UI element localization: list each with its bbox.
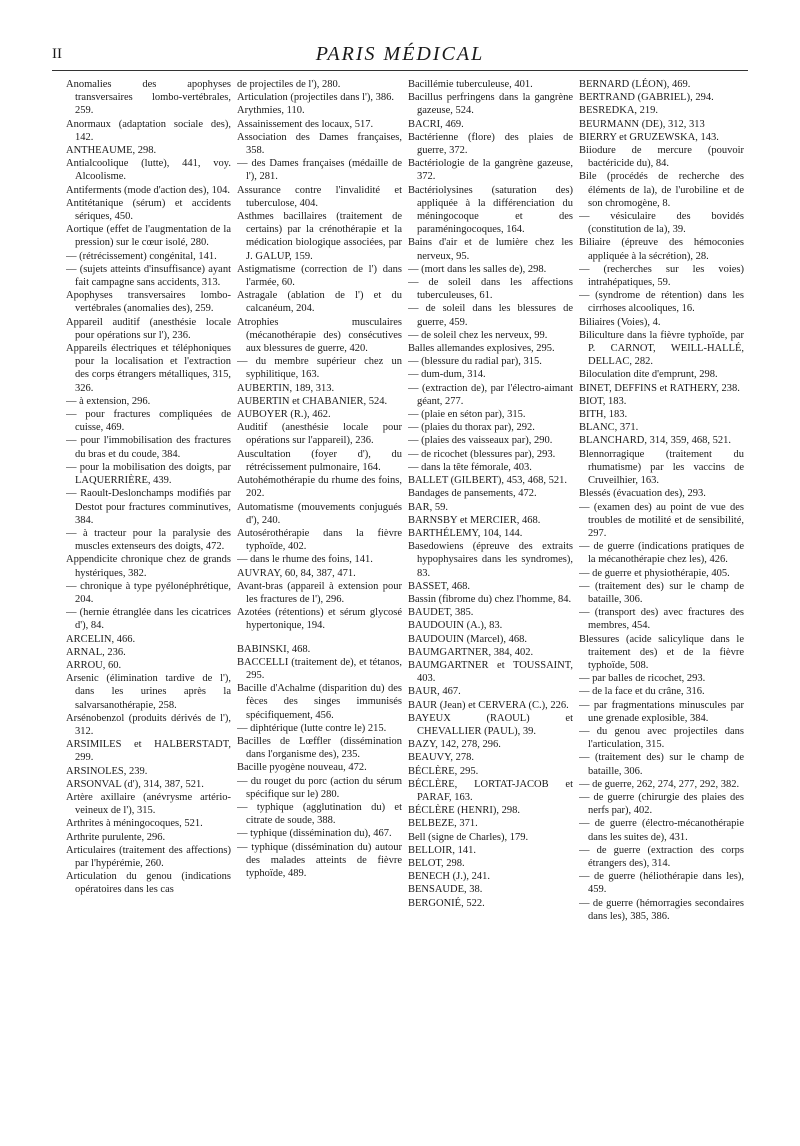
index-entry: BARNSBY et MERCIER, 468.: [408, 514, 541, 526]
index-entry: Assainissement des locaux, 517.: [237, 118, 374, 130]
index-entry: BERGONIÉ, 522.: [408, 897, 485, 909]
index-entry: Auditif (anesthésie locale pour opérations sur l'appareil), 236.: [237, 422, 402, 447]
index-entry: Arsénobenzol (produits dérivés de l'), 312.: [66, 712, 231, 737]
index-entry: BÉCLÈRE, 295.: [408, 765, 479, 777]
index-entry: BELLOIR, 141.: [408, 844, 476, 856]
index-entry: BITH, 183.: [579, 409, 628, 421]
index-entry: — (mort dans les salles de), 298.: [408, 263, 547, 275]
index-entry: ARSIMILES et HALBERSTADT, 299.: [66, 739, 231, 764]
index-entry: BLANC, 371.: [579, 422, 639, 434]
index-entry: Arsenic (élimination tardive de l'), dans les urines après la salvarsanothérapie, 258.: [66, 673, 231, 711]
index-entry: BESREDKA, 219.: [579, 105, 659, 117]
index-columns: [66, 78, 746, 1128]
index-entry: — par fragmentations minuscules par une grenade explosible, 384.: [579, 699, 744, 724]
index-entry: — du genou avec projectiles dans l'articulation, 315.: [579, 725, 744, 751]
index-entry: — (extraction de), par l'électro-aimant géant, 277.: [408, 382, 573, 407]
index-entry: AUBERTIN et CHABANIER, 524.: [237, 395, 388, 407]
index-entry: Basedowiens (épreuve des extraits hypophysaires dans les syndromes), 83.: [408, 541, 573, 579]
index-entry: — (examen des) au point de vue des troubles de motilité et de sensibilité, 297.: [579, 501, 744, 539]
index-entry: BEURMANN (DE), 312, 313: [579, 118, 705, 130]
index-entry: — typhique (agglutination du) et citrate de soude, 388.: [237, 801, 402, 827]
index-entry: Bandages de pansements, 472.: [408, 488, 537, 500]
index-entry: — pour l'immobilisation des fractures du bras et du coude, 384.: [66, 435, 231, 460]
index-entry: BIERRY et GRUZEWSKA, 143.: [579, 131, 719, 143]
index-entry: BACRI, 469.: [408, 118, 464, 130]
index-entry: Antiferments (mode d'action des), 104.: [66, 184, 231, 196]
index-entry: Bacilles de Lœffler (dissémination dans l'organisme des), 235.: [237, 735, 402, 761]
index-entry: Anomalies des apophyses transversaires lombo-vertébrales, 259.: [66, 79, 231, 117]
index-entry: — (plaie en séton par), 315.: [408, 409, 526, 421]
index-entry: AUBOYER (R.), 462.: [237, 409, 331, 421]
index-entry: — (syndrome de rétention) dans les cirrhoses alcooliques, 16.: [579, 290, 744, 315]
index-column-4: [579, 78, 744, 1128]
index-column-3: [408, 78, 573, 1128]
index-entry: BENECH (J.), 241.: [408, 871, 490, 883]
index-entry: — de guerre (héliothérapie dans les), 459.: [579, 871, 744, 896]
index-entry: BASSET, 468.: [408, 580, 470, 592]
index-entry: Atrophies musculaires (mécanothérapie des) consécutives aux blessures de guerre, 420.: [237, 316, 402, 355]
index-entry: — Raoult-Deslonchamps modifiés par Destot pour fractures comminutives, 384.: [66, 488, 231, 526]
index-entry: Biiodure de mercure (pouvoir bactéricide du), 84.: [579, 145, 744, 170]
index-entry: Antitétanique (sérum) et accidents sériques, 450.: [66, 197, 231, 223]
index-entry: Blessures (acide salicylique dans le traitement des) et de la fièvre typhoïde, 508.: [579, 633, 744, 671]
index-entry: Asthmes bacillaires (traitement de certains) par la crénothérapie et la médication biologique associées, par J. GALUP, 159.: [237, 211, 402, 262]
index-entry: BAUMGARTNER, 384, 402.: [408, 646, 534, 658]
index-entry: BAUR (Jean) et CERVERA (C.), 226.: [408, 699, 569, 711]
index-entry: — de soleil chez les nerveux, 99.: [408, 329, 548, 341]
index-entry: Association des Dames françaises, 358.: [237, 131, 402, 157]
index-entry: BINET, DEFFINS et RATHERY, 238.: [579, 382, 740, 394]
index-entry: — de guerre (extraction des corps étrangers des), 314.: [579, 844, 744, 869]
index-entry: — de soleil dans les affections tuberculeuses, 61.: [408, 277, 573, 302]
index-entry: — (blessure du radial par), 315.: [408, 356, 542, 368]
index-entry: ARNAL, 236.: [66, 646, 126, 658]
index-entry: — (rétrécissement) congénital, 141.: [66, 250, 217, 262]
index-entry: — (plaies du thorax par), 292.: [408, 422, 535, 434]
index-entry: ARCELIN, 466.: [66, 633, 136, 645]
index-entry: Assurance contre l'invalidité et tuberculose, 404.: [237, 184, 402, 209]
index-entry: Autosérothérapie dans la fièvre typhoïde, 402.: [237, 527, 402, 553]
index-entry: BENSAUDE, 38.: [408, 884, 483, 896]
index-entry: — de guerre et physiothérapie, 405.: [579, 567, 730, 579]
index-entry: Articulation du genou (indications opératoires dans les cas: [66, 871, 231, 896]
index-entry: Appareils électriques et téléphoniques pour la localisation et l'extraction des corps étrangers métalliques, 315, 326.: [66, 343, 231, 394]
index-entry: Biliculture dans la fièvre typhoïde, par P. CARNOT, WEILL-HALLÉ, DELLAC, 282.: [579, 329, 744, 368]
index-entry: BAYEUX (RAOUL) et CHEVALLIER (PAUL), 39.: [408, 712, 573, 737]
index-entry: — (traitement des) sur le champ de bataille, 306.: [579, 752, 744, 777]
index-entry: Bile (procédés de recherche des éléments de la), de l'urobiline et de son chromogène, 8.: [579, 171, 744, 209]
index-entry: BAUMGARTNER et TOUSSAINT, 403.: [408, 659, 573, 685]
index-entry: — de guerre (indications pratiques de la mécanothérapie chez les), 426.: [579, 541, 744, 566]
index-entry: Bacille d'Achalme (disparition du) des fèces des singes immunisés spécifiquement, 456.: [237, 683, 402, 721]
index-entry: Blessés (évacuation des), 293.: [579, 488, 706, 500]
index-entry: — de ricochet (blessures par), 293.: [408, 448, 556, 460]
index-entry: BALLET (GILBERT), 453, 468, 521.: [408, 475, 567, 487]
index-entry: — pour fractures compliquées de cuisse, 469.: [66, 409, 231, 434]
index-entry: — de guerre (chirurgie des plaies des nerfs par), 402.: [579, 791, 744, 817]
index-entry: BERTRAND (GABRIEL), 294.: [579, 92, 714, 104]
index-entry: Bactériolysines (saturation des) appliquée à la différenciation du méningocoque et des paraméningocoques, 164.: [408, 184, 573, 236]
index-entry: BELBEZE, 371.: [408, 818, 478, 830]
index-entry: BAR, 59.: [408, 501, 448, 513]
index-entry: Biliaire (épreuve des hémoconies appliquée à la sécrétion), 28.: [579, 237, 744, 262]
index-entry: BARTHÉLEMY, 104, 144.: [408, 527, 523, 539]
index-entry: Bains d'air et de lumière chez les nerveux, 95.: [408, 237, 573, 262]
index-entry: — de guerre (électro-mécanothérapie dans les suites de), 431.: [579, 818, 744, 843]
index-entry: — du membre supérieur chez un syphilitique, 163.: [237, 356, 402, 381]
index-column-1: [66, 78, 231, 1128]
index-column-2: [237, 78, 402, 1128]
index-entry: — (hernie étranglée dans les cicatrices d'), 84.: [66, 607, 231, 632]
index-entry: — dum-dum, 314.: [408, 369, 486, 381]
index-entry: Astigmatisme (correction de l') dans l'armée, 60.: [237, 263, 402, 289]
index-entry: Biloculation dite d'emprunt, 298.: [579, 369, 718, 381]
index-entry: Bacillémie tuberculeuse, 401.: [408, 79, 533, 90]
header-rule: [52, 70, 748, 71]
running-title: PARIS MÉDICAL: [315, 43, 485, 65]
page-number: II: [52, 46, 62, 62]
index-entry: BEAUVY, 278.: [408, 752, 475, 764]
index-entry: BIOT, 183.: [579, 395, 627, 407]
index-entry: — typhique (dissémination du), 467.: [237, 828, 392, 840]
index-entry: Bactérienne (flore) des plaies de guerre, 372.: [408, 131, 573, 157]
index-entry: — de soleil dans les blessures de guerre, 459.: [408, 303, 573, 328]
index-entry: Artère axillaire (anévrysme artério-veineux de l'), 315.: [66, 791, 231, 817]
index-entry: Antialcoolique (lutte), 441, voy. Alcoolisme.: [66, 158, 231, 183]
index-entry: — de guerre (hémorragies secondaires dans les), 385, 386.: [579, 897, 744, 922]
index-entry: BAUDOUIN (Marcel), 468.: [408, 633, 527, 645]
index-entry: — pour la mobilisation des doigts, par LAQUERRIÈRE, 439.: [66, 461, 231, 487]
index-entry: Appendicite chronique chez de grands hystériques, 382.: [66, 554, 231, 579]
index-entry: Biliaires (Voies), 4.: [579, 316, 661, 328]
index-entry: BAZY, 142, 278, 296.: [408, 739, 501, 751]
index-entry: — du rouget du porc (action du sérum spécifique sur le) 280.: [237, 775, 402, 800]
index-entry: — des Dames françaises (médaille de l'), 281.: [237, 158, 402, 183]
index-entry: [237, 633, 402, 643]
index-entry: Avant-bras (appareil à extension pour les fractures de l'), 296.: [237, 580, 402, 605]
index-entry: Apophyses transversaires lombo-vertébrales (anomalies des), 259.: [66, 290, 231, 315]
index-entry: — (traitement des) sur le champ de bataille, 306.: [579, 580, 744, 605]
index-entry: Arthrite purulente, 296.: [66, 831, 166, 843]
index-entry: ARSINOLES, 239.: [66, 765, 148, 777]
index-entry: BAUR, 467.: [408, 686, 461, 698]
index-entry: — (recherches sur les voies) intrahépatiques, 59.: [579, 263, 744, 289]
index-entry: Arythmies, 110.: [237, 105, 305, 117]
index-entry: ARROU, 60.: [66, 659, 122, 671]
index-entry: ARSONVAL (d'), 314, 387, 521.: [66, 778, 204, 790]
index-entry: Bacille pyogène nouveau, 472.: [237, 762, 367, 774]
index-entry: ANTHEAUME, 298.: [66, 145, 157, 157]
index-entry: — diphtérique (lutte contre le) 215.: [237, 722, 387, 734]
index-entry: — (sujets atteints d'insuffisance) ayant fait campagne sans accidents, 313.: [66, 263, 231, 289]
index-entry: Bell (signe de Charles), 179.: [408, 831, 529, 843]
index-entry: BAUDOUIN (A.), 83.: [408, 620, 503, 632]
index-entry: BAUDET, 385.: [408, 607, 474, 619]
index-entry: Articulation (projectiles dans l'), 386.: [237, 92, 395, 104]
index-entry: AUBERTIN, 189, 313.: [237, 382, 335, 394]
index-entry: — typhique (dissémination du) autour des malades atteints de fièvre typhoïde, 489.: [237, 841, 402, 879]
index-entry: Blennorragique (traitement du rhumatisme) par les vaccins de Cruveilhier, 163.: [579, 448, 744, 487]
index-entry: — à extension, 296.: [66, 395, 151, 407]
index-entry: Azotées (rétentions) et sérum glycosé hypertonique, 194.: [237, 607, 402, 632]
index-entry: Aortique (effet de l'augmentation de la pression) sur le cœur isolé, 280.: [66, 224, 231, 249]
index-entry: Anormaux (adaptation sociale des), 142.: [66, 118, 231, 143]
index-entry: Autohémothérapie du rhume des foins, 202.: [237, 475, 402, 500]
index-entry: — de la face et du crâne, 316.: [579, 686, 705, 698]
index-entry: AUVRAY, 60, 84, 387, 471.: [237, 567, 356, 579]
index-entry: Bassin (fibrome du) chez l'homme, 84.: [408, 593, 572, 605]
index-entry: Bacillus perfringens dans la gangrène gazeuse, 524.: [408, 92, 573, 117]
index-entry: BLANCHARD, 314, 359, 468, 521.: [579, 435, 731, 447]
index-entry: Auscultation (foyer d'), du rétrécissement pulmonaire, 164.: [237, 448, 402, 473]
index-entry: Automatisme (mouvements conjugués d'), 240.: [237, 501, 402, 526]
index-entry: — vésiculaire des bovidés (constitution de la), 39.: [579, 211, 744, 236]
index-entry: Appareil auditif (anesthésie locale pour opérations sur l'), 236.: [66, 316, 231, 341]
index-entry: — à tracteur pour la paralysie des muscles extenseurs des doigts, 472.: [66, 527, 231, 553]
index-entry: BACCELLI (traitement de), et tétanos, 295.: [237, 656, 402, 681]
index-entry: — chronique à type pyélonéphrétique, 204.: [66, 580, 231, 605]
index-entry: BÉCLÈRE, LORTAT-JACOB et PARAF, 163.: [408, 778, 573, 803]
index-entry: Articulaires (traitement des affections) par l'hypérémie, 260.: [66, 844, 231, 869]
index-entry: — (plaies des vaisseaux par), 290.: [408, 435, 553, 447]
index-entry: Astragale (ablation de l') et du calcanéum, 204.: [237, 290, 402, 315]
index-entry: — de guerre, 262, 274, 277, 292, 382.: [579, 778, 740, 790]
index-entry: BABINSKI, 468.: [237, 643, 311, 655]
index-entry: de projectiles de l'), 280.: [237, 79, 341, 90]
index-entry: — dans le rhume des foins, 141.: [237, 554, 373, 566]
index-entry: BELOT, 298.: [408, 857, 465, 869]
index-entry: Arthrites à méningocoques, 521.: [66, 818, 203, 830]
index-entry: — (transport des) avec fractures des membres, 454.: [579, 607, 744, 632]
index-entry: BÉCLÈRE (HENRI), 298.: [408, 805, 520, 817]
index-entry: Bactériologie de la gangrène gazeuse, 372.: [408, 158, 573, 183]
index-entry: Balles allemandes explosives, 295.: [408, 343, 555, 355]
index-entry: BERNARD (LÉON), 469.: [579, 79, 691, 90]
index-entry: — dans la tête fémorale, 403.: [408, 461, 532, 473]
index-entry: — par balles de ricochet, 293.: [579, 673, 706, 685]
